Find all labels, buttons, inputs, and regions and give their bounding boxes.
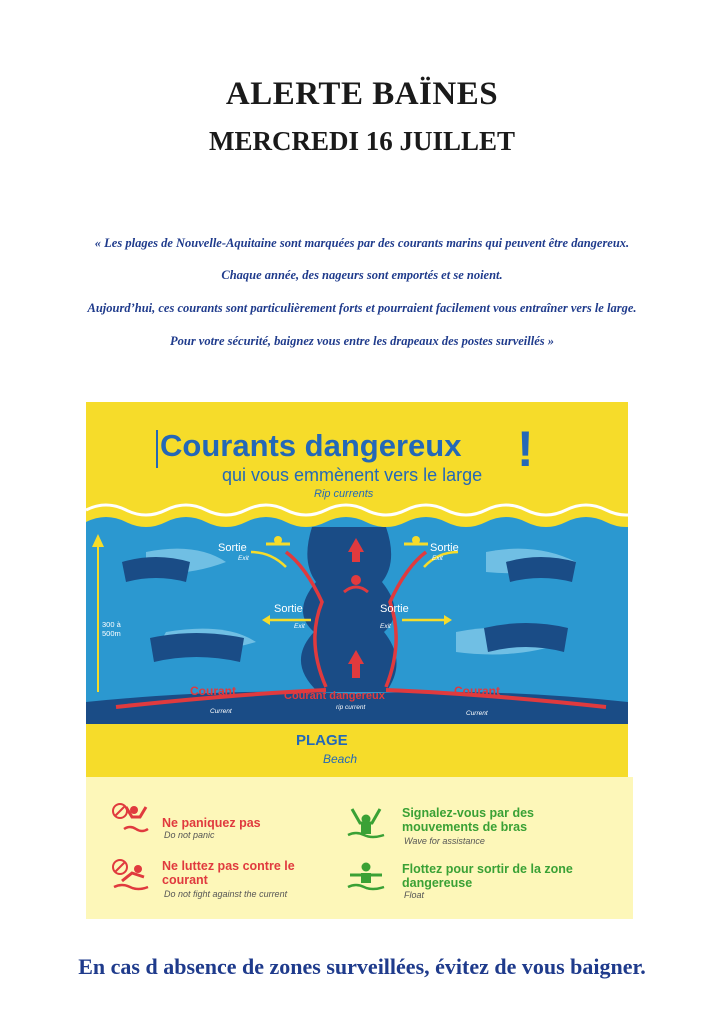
safety-tips-panel bbox=[86, 777, 633, 919]
exit-label: Sortie bbox=[218, 542, 247, 554]
tip-wave-arms-en: Wave for assistance bbox=[404, 836, 485, 846]
current-label-en: Current bbox=[210, 708, 232, 715]
exclamation-mark: ! bbox=[517, 421, 534, 477]
title-bar bbox=[156, 430, 158, 468]
tip-wave-arms: Signalez-vous par des mouvements de bras bbox=[402, 806, 534, 834]
quote-line: Pour votre sécurité, baignez vous entre les drapeaux des postes surveillés » bbox=[169, 334, 554, 348]
exit-label-en: Exit bbox=[432, 555, 443, 562]
wave-arms-icon bbox=[344, 805, 388, 841]
beach-label: PLAGE bbox=[296, 732, 348, 749]
current-label: Courant bbox=[454, 684, 500, 698]
tip-no-fight: Ne luttez pas contre le courant bbox=[162, 859, 295, 887]
quote-line: Chaque année, des nageurs sont emportés et se noient. bbox=[221, 268, 503, 282]
beach-area bbox=[86, 724, 628, 777]
tip-no-panic: Ne paniquez pas bbox=[162, 816, 261, 830]
quote-line: Aujourd’hui, ces courants sont particulièrement forts et pourraient facilement vous entraîner vers le large. bbox=[87, 301, 637, 315]
current-label: Courant bbox=[190, 684, 236, 698]
poster-title: Courants dangereux bbox=[160, 428, 462, 463]
exit-label: Sortie bbox=[430, 542, 459, 554]
exit-label-en: Exit bbox=[380, 623, 391, 630]
exit-label: Sortie bbox=[274, 603, 303, 615]
distance-label: 300 à 500m bbox=[102, 620, 121, 638]
float-icon bbox=[344, 859, 388, 895]
quote-line: « Les plages de Nouvelle-Aquitaine sont marquées par des courants marins qui peuvent être dangereux. bbox=[94, 236, 630, 250]
tip-no-panic-en: Do not panic bbox=[164, 830, 215, 840]
page-date: MERCREDI 16 JUILLET bbox=[208, 126, 516, 156]
rip-current-poster bbox=[86, 402, 628, 777]
no-panic-icon bbox=[110, 801, 150, 837]
tip-float-en: Float bbox=[404, 890, 425, 900]
poster-subtitle: qui vous emmènent vers le large bbox=[222, 465, 483, 485]
danger-current-label: Courant dangereux bbox=[284, 690, 385, 702]
swimmer-icon bbox=[351, 575, 361, 585]
exit-label: Sortie bbox=[380, 603, 409, 615]
poster-subtitle-en: Rip currents bbox=[314, 488, 374, 500]
exit-label-en: Exit bbox=[238, 555, 249, 562]
wave-line bbox=[86, 505, 628, 515]
tip-no-fight-en: Do not fight against the current bbox=[164, 889, 288, 899]
tip-float: Flottez pour sortir de la zone dangereuse bbox=[402, 862, 573, 890]
current-label-en: Current bbox=[466, 710, 488, 717]
no-fight-icon bbox=[110, 857, 150, 893]
exit-label-en: Exit bbox=[294, 623, 305, 630]
danger-current-label-en: rip current bbox=[336, 704, 366, 711]
footer-warning: En cas d absence de zones surveillées, évitez de vous baigner. bbox=[78, 954, 646, 979]
page-title: ALERTE BAÏNES bbox=[225, 76, 499, 112]
beach-label-en: Beach bbox=[323, 752, 358, 766]
